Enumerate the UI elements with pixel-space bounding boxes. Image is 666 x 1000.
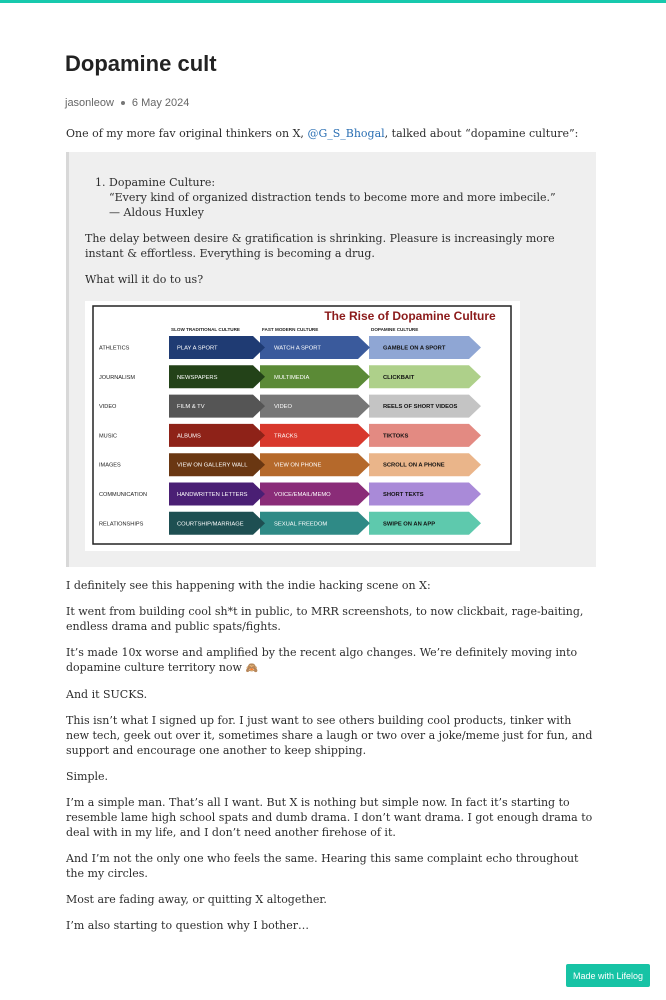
paragraph-10: I’m also starting to question why I bother…	[66, 919, 310, 932]
arrow-label: GAMBLE ON A SPORT	[383, 345, 446, 352]
row-label: MUSIC	[99, 433, 118, 440]
paragraph-5: This isn’t what I signed up for. I just want to see others building cool products, tinker with new tech, geek out over it, sometimes share a laugh or two over a joke/meme just for fun, and support and encourage one another to keep shipping.	[66, 714, 593, 757]
top-accent-bar	[0, 0, 666, 3]
arrow-label: SCROLL ON A PHONE	[383, 462, 445, 469]
infographic-title: The Rise of Dopamine Culture	[324, 309, 496, 323]
intro-text-before: One of my more fav original thinkers on X,	[66, 127, 308, 140]
arrow-label: TRACKS	[274, 433, 298, 440]
arrow-label: VIEW ON GALLERY WALL	[177, 462, 248, 469]
arrow-label: VOICE/EMAIL/MEMO	[274, 492, 331, 498]
paragraph-3	[66, 645, 596, 676]
row-label: IMAGES	[99, 462, 121, 469]
blockquote	[66, 152, 596, 567]
quote-attribution: — Aldous Huxley	[109, 206, 204, 219]
arrow-label: FILM & TV	[177, 404, 205, 411]
row-label: JOURNALISM	[99, 374, 136, 381]
quote-list-item	[109, 175, 581, 220]
paragraph-2: It went from building cool sh*t in public, to MRR screenshots, to now clickbait, rage-baiting, endless drama and public spats/fights.	[66, 605, 584, 633]
arrow-label: COURTSHIP/MARRIAGE	[177, 521, 244, 528]
made-with-lifelog-button[interactable]: Made with Lifelog	[566, 964, 650, 987]
paragraph-6: Simple.	[66, 770, 109, 783]
paragraph-9: Most are fading away, or quitting X altogether.	[66, 893, 327, 906]
quote-paragraph-2: What will it do to us?	[85, 273, 204, 286]
paragraph-4: And it SUCKS.	[66, 688, 148, 701]
arrow-label: HANDWRITTEN LETTERS	[177, 492, 248, 498]
mention-link[interactable]: @G_S_Bhogal	[307, 127, 385, 140]
arrow-label: SHORT TEXTS	[383, 492, 424, 498]
paragraph-3-text: It’s made 10x worse and amplified by the recent algo changes. We’re definitely moving into dopamine culture territory now	[66, 646, 578, 674]
post-body	[66, 126, 596, 944]
post-title: Dopamine cult	[65, 51, 217, 76]
dopamine-culture-infographic	[85, 301, 520, 551]
arrow-label: SWIPE ON AN APP	[383, 521, 436, 528]
row-label: VIDEO	[99, 404, 117, 411]
dopamine-culture-image	[85, 301, 520, 551]
author-link[interactable]: jasonleow	[65, 97, 114, 109]
intro-paragraph	[66, 126, 596, 141]
post-meta	[65, 97, 189, 109]
arrow-label: MULTIMEDIA	[274, 374, 310, 381]
row-label: RELATIONSHIPS	[99, 521, 144, 528]
arrow-label: NEWSPAPERS	[177, 374, 218, 381]
column-header: SLOW TRADITIONAL CULTURE	[171, 327, 240, 332]
column-header: FAST MODERN CULTURE	[262, 327, 319, 332]
arrow-label: PLAY A SPORT	[177, 345, 218, 352]
arrow-label: TIKTOKS	[383, 433, 409, 440]
arrow-label: REELS OF SHORT VIDEOS	[383, 404, 458, 411]
intro-text-after: , talked about “dopamine culture”:	[384, 127, 579, 140]
quote-paragraph-1: The delay between desire & gratification is shrinking. Pleasure is increasingly more instant & effortless. Everything is becoming a drug.	[85, 232, 555, 260]
column-header: DOPAMINE CULTURE	[371, 327, 419, 332]
quote-list	[85, 175, 581, 220]
paragraph-1: I definitely see this happening with the indie hacking scene on X:	[66, 579, 431, 592]
arrow-label: VIDEO	[274, 404, 293, 411]
paragraph-8: And I’m not the only one who feels the same. Hearing this same complaint echo throughout the my circles.	[66, 852, 579, 880]
arrow-label: SEXUAL FREEDOM	[274, 521, 328, 528]
row-label: ATHLETICS	[99, 345, 130, 352]
post-date: 6 May 2024	[131, 97, 190, 109]
row-label: COMMUNICATION	[99, 492, 148, 498]
arrow-label: ALBUMS	[177, 433, 201, 440]
meta-separator-dot	[121, 101, 125, 105]
quote-heading: 1. Dopamine Culture:	[109, 176, 216, 189]
quote-text: “Every kind of organized distraction tends to become more and more imbecile.”	[109, 191, 556, 204]
paragraph-7: I’m a simple man. That’s all I want. But X is nothing but simple now. In fact it’s starting to resemble lame high school spats and dumb drama. I don’t want drama. I got enough drama to deal with in my life, and I don’t need another firehose of it.	[66, 796, 593, 839]
arrow-label: CLICKBAIT	[383, 374, 415, 381]
see-no-evil-monkey-icon: 🙈	[245, 663, 258, 674]
arrow-label: VIEW ON PHONE	[274, 462, 322, 469]
arrow-label: WATCH A SPORT	[274, 345, 321, 352]
